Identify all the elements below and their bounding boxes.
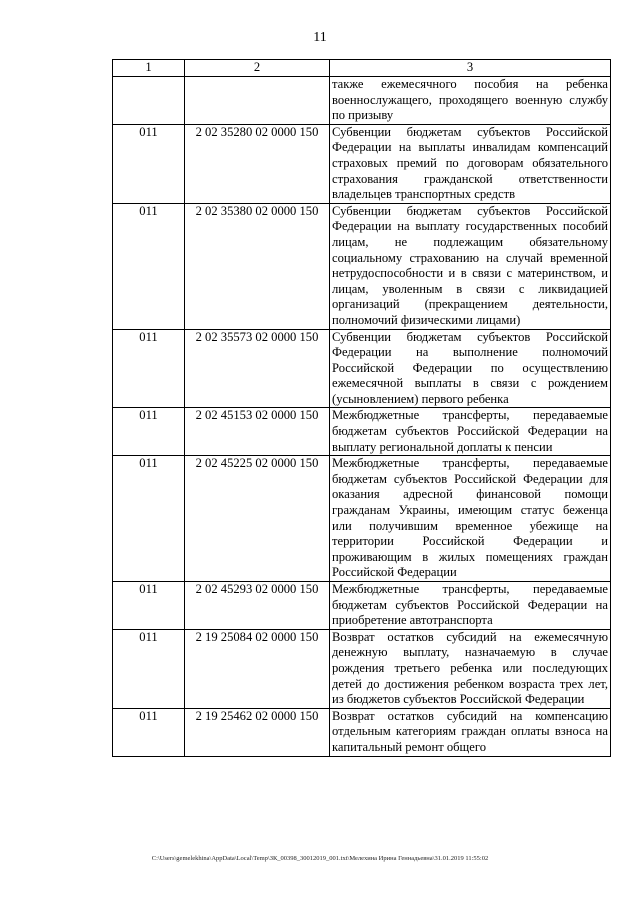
budget-code-cell: 2 02 45293 02 0000 150 bbox=[185, 582, 330, 630]
table-row bbox=[113, 629, 611, 708]
budget-code-cell bbox=[185, 77, 330, 125]
table-row bbox=[113, 77, 611, 125]
page-number: 11 bbox=[313, 30, 327, 45]
table-row bbox=[113, 124, 611, 203]
admin-code-cell: 011 bbox=[113, 408, 185, 456]
admin-code-cell: 011 bbox=[113, 629, 185, 708]
budget-code-cell: 2 02 45153 02 0000 150 bbox=[185, 408, 330, 456]
description-cell: Субвенции бюджетам субъектов Российской Федерации на выплаты инвалидам компенсаций страховых премий по договорам обязательного страхования гражданской ответственности владельцев транспортных средств bbox=[330, 124, 611, 203]
description-cell: также ежемесячного пособия на ребенка военнослужащего, проходящего военную службу по призыву bbox=[330, 77, 611, 125]
table-row bbox=[113, 408, 611, 456]
admin-code-cell: 011 bbox=[113, 582, 185, 630]
budget-code-cell: 2 19 25084 02 0000 150 bbox=[185, 629, 330, 708]
description-cell: Субвенции бюджетам субъектов Российской Федерации на выплату государственных пособий лицам, не подлежащим обязательному социальному страхованию на случай временной нетрудоспособности и в связи с материнством, и лицам, уволенным в связи с ликвидацией организаций (прекращением деятельности, полномочий физическими лицами) bbox=[330, 203, 611, 329]
budget-code-cell: 2 02 35280 02 0000 150 bbox=[185, 124, 330, 203]
budget-code-cell: 2 02 45225 02 0000 150 bbox=[185, 456, 330, 582]
table-header-row bbox=[113, 60, 611, 77]
table-row bbox=[113, 329, 611, 408]
admin-code-cell: 011 bbox=[113, 329, 185, 408]
admin-code-cell: 011 bbox=[113, 456, 185, 582]
admin-code-cell: 011 bbox=[113, 203, 185, 329]
column-header-admin: 1 bbox=[113, 60, 185, 77]
admin-code-cell: 011 bbox=[113, 708, 185, 756]
admin-code-cell: 011 bbox=[113, 124, 185, 203]
description-cell: Субвенции бюджетам субъектов Российской Федерации на выполнение полномочий Российской Федерации по осуществлению ежемесячной выплаты в связи с рождением (усыновлением) первого ребенка bbox=[330, 329, 611, 408]
table-row bbox=[113, 456, 611, 582]
table-row bbox=[113, 582, 611, 630]
budget-code-cell: 2 02 35573 02 0000 150 bbox=[185, 329, 330, 408]
admin-code-cell bbox=[113, 77, 185, 125]
column-header-code: 2 bbox=[185, 60, 330, 77]
description-cell: Межбюджетные трансферты, передаваемые бюджетам субъектов Российской Федерации на приобретение автотранспорта bbox=[330, 582, 611, 630]
table-row bbox=[113, 203, 611, 329]
description-cell: Возврат остатков субсидий на ежемесячную денежную выплату, назначаемую в случае рождения третьего ребенка или последующих детей до достижения ребенком возраста трех лет, из бюджетов субъектов Российской Федерации bbox=[330, 629, 611, 708]
budget-code-cell: 2 02 35380 02 0000 150 bbox=[185, 203, 330, 329]
budget-classification-table bbox=[112, 59, 611, 757]
description-cell: Межбюджетные трансферты, передаваемые бюджетам субъектов Российской Федерации для оказания адресной финансовой помощи гражданам Украины, имеющим статус беженца или получившим временное убежище на территории Российской Федерации и проживающим в жилых помещениях граждан Российской Федерации bbox=[330, 456, 611, 582]
table-row bbox=[113, 708, 611, 756]
column-header-description: 3 bbox=[330, 60, 611, 77]
description-cell: Межбюджетные трансферты, передаваемые бюджетам субъектов Российской Федерации на выплату региональной доплаты к пенсии bbox=[330, 408, 611, 456]
budget-code-cell: 2 19 25462 02 0000 150 bbox=[185, 708, 330, 756]
description-cell: Возврат остатков субсидий на компенсацию отдельным категориям граждан оплаты взноса на капитальный ремонт общего bbox=[330, 708, 611, 756]
footer-file-path: C:\Users\gemelekhina\AppData\Local\Temp\ЗК_00398_30012019_001.txt\Мелехина Ирина Геннадьевна\31.01.2019 11:55:02 bbox=[151, 855, 489, 862]
